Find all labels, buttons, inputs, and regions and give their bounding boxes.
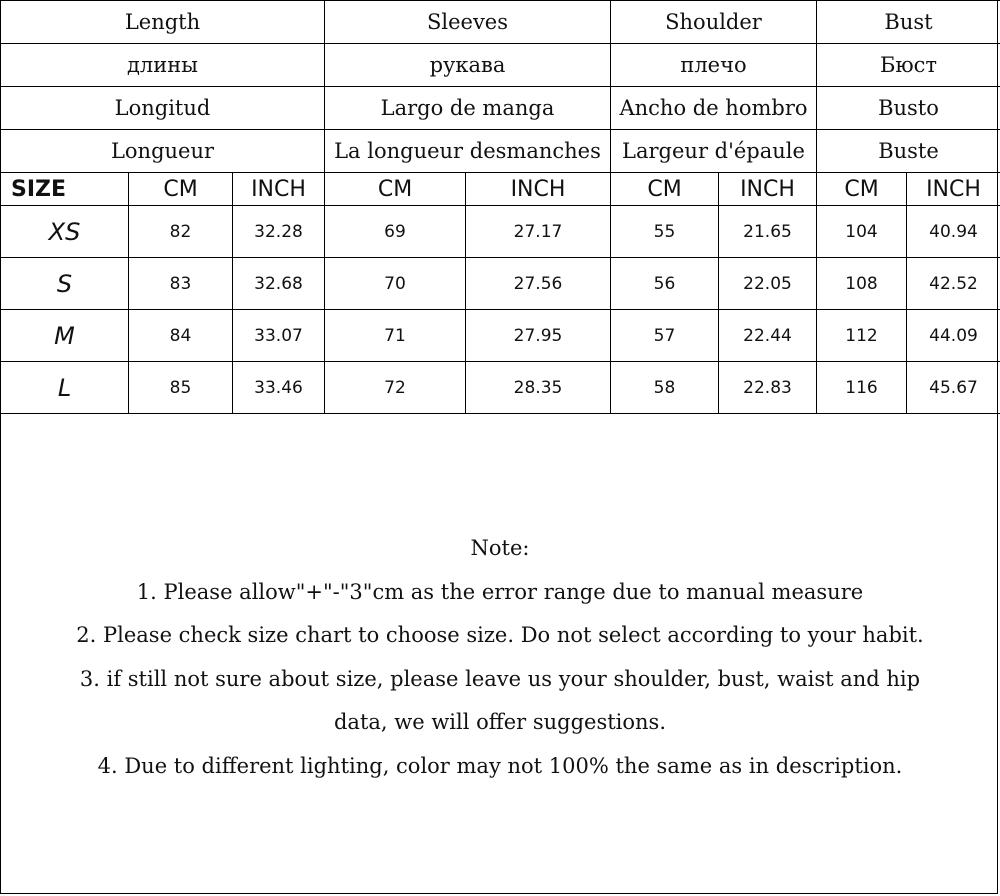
table-cell: 112 — [817, 310, 907, 362]
length-header: Length — [1, 1, 325, 44]
table-cell: 85 — [129, 362, 233, 414]
table-row — [1, 362, 1000, 414]
table-cell: 27.17 — [466, 206, 611, 258]
table-cell: 22.05 — [719, 258, 817, 310]
size-column-header: SIZE — [1, 173, 129, 206]
table-cell: 27.95 — [466, 310, 611, 362]
note-line: 2. Please check size chart to choose size. Do not select according to your habit. — [76, 623, 924, 647]
table-row — [1, 206, 1000, 258]
table-cell: 82 — [129, 206, 233, 258]
unit-header-row — [1, 173, 1000, 206]
french-header-row — [1, 130, 1000, 173]
table-cell: 58 — [611, 362, 719, 414]
table-cell: 69 — [325, 206, 466, 258]
english-header-row — [1, 1, 1000, 44]
table-cell: 28.35 — [466, 362, 611, 414]
table-cell: 56 — [611, 258, 719, 310]
table-cell: 45.67 — [907, 362, 1000, 414]
note-line: 4. Due to different lighting, color may not 100% the same as in description. — [97, 753, 903, 778]
unit-header: INCH — [466, 173, 611, 206]
shoulder-header: Shoulder — [611, 1, 817, 44]
table-cell: 22.83 — [719, 362, 817, 414]
table-row — [1, 310, 1000, 362]
table-row — [1, 258, 1000, 310]
shoulder-header-ru: плечо — [611, 44, 817, 87]
table-cell: 22.44 — [719, 310, 817, 362]
size-label: L — [1, 362, 129, 414]
table-cell: 104 — [817, 206, 907, 258]
russian-header-row — [1, 44, 1000, 87]
sleeves-header-es: Largo de manga — [325, 87, 611, 130]
table-cell: 33.46 — [233, 362, 325, 414]
size-chart-table — [0, 0, 1000, 414]
table-cell: 32.68 — [233, 258, 325, 310]
table-cell: 55 — [611, 206, 719, 258]
table-cell: 32.28 — [233, 206, 325, 258]
unit-header: INCH — [233, 173, 325, 206]
table-cell: 116 — [817, 362, 907, 414]
length-header-es: Longitud — [1, 87, 325, 130]
length-header-fr: Longueur — [1, 130, 325, 173]
unit-header: CM — [817, 173, 907, 206]
bust-header-ru: Бюст — [817, 44, 1000, 87]
note-line: 3. if still not sure about size, please leave us your shoulder, bust, waist and hip — [79, 666, 921, 691]
table-cell: 72 — [325, 362, 466, 414]
size-label: XS — [1, 206, 129, 258]
table-cell: 33.07 — [233, 310, 325, 362]
unit-header: INCH — [907, 173, 1000, 206]
note-line: 1. Please allow"+"-"3"cm as the error range due to manual measure — [136, 579, 864, 604]
shoulder-header-fr: Largeur d'épaule — [611, 130, 817, 173]
table-cell: 70 — [325, 258, 466, 310]
sleeves-header: Sleeves — [325, 1, 611, 44]
unit-header: CM — [611, 173, 719, 206]
table-cell: 40.94 — [907, 206, 1000, 258]
notes-title: Note: — [470, 536, 530, 560]
table-cell: 27.56 — [466, 258, 611, 310]
unit-header: CM — [325, 173, 466, 206]
table-cell: 108 — [817, 258, 907, 310]
spanish-header-row — [1, 87, 1000, 130]
bust-header-fr: Buste — [817, 130, 1000, 173]
unit-header: INCH — [719, 173, 817, 206]
table-cell: 71 — [325, 310, 466, 362]
table-cell: 44.09 — [907, 310, 1000, 362]
sleeves-header-ru: рукава — [325, 44, 611, 87]
unit-header: CM — [129, 173, 233, 206]
notes-section — [0, 527, 1000, 788]
size-label: S — [1, 258, 129, 310]
shoulder-header-es: Ancho de hombro — [611, 87, 817, 130]
bust-header: Bust — [817, 1, 1000, 44]
table-cell: 42.52 — [907, 258, 1000, 310]
note-line: data, we will offer suggestions. — [333, 710, 667, 734]
table-cell: 57 — [611, 310, 719, 362]
table-cell: 83 — [129, 258, 233, 310]
bust-header-es: Busto — [817, 87, 1000, 130]
table-cell: 84 — [129, 310, 233, 362]
length-header-ru: длины — [1, 44, 325, 87]
table-cell: 21.65 — [719, 206, 817, 258]
sleeves-header-fr: La longueur desmanches — [325, 130, 611, 173]
size-label: M — [1, 310, 129, 362]
